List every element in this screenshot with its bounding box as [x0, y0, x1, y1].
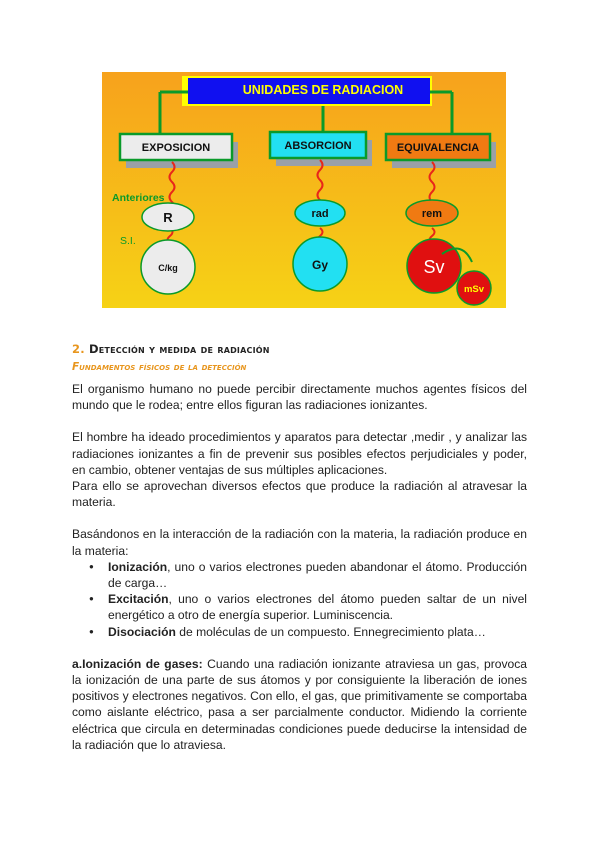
unit-ckg-label: C/kg [158, 263, 178, 273]
unit-gy-label: Gy [311, 258, 329, 272]
document-body [72, 342, 527, 753]
paragraph-3: Para ello se aprovechan diversos efectos que produce la radiación al atravesar la materia. [72, 479, 527, 510]
list-item [72, 559, 527, 591]
unit-msv-label: mSv [463, 284, 485, 295]
bullet-text: de moléculas de un compuesto. Ennegrecimiento plata… [175, 624, 486, 639]
bullet-term: Ionización [108, 559, 168, 574]
effects-list [72, 559, 527, 640]
section-title: Detección y medida de radiación [89, 342, 270, 356]
gas-ionization-paragraph [72, 656, 527, 753]
list-item [72, 624, 527, 640]
bullet-text: , uno o varios electrones pueden abandonar el átomo. Producción de carga… [108, 559, 527, 591]
section-number: 2. [72, 342, 85, 356]
bullet-term: Excitación [108, 592, 169, 607]
list-item [72, 591, 527, 623]
diagram-title: UNIDADES DE RADIACION [242, 83, 404, 97]
equivalencia-label: EQUIVALENCIA [396, 142, 480, 154]
paragraph-2: El hombre ha ideado procedimientos y aparatos para detectar ,medir , y analizar las radiaciones ionizantes a fin de prevenir sus posibles efectos perjudiciales y poder, en cambio, obtener ventajas de sus múltiples aplicaciones. [72, 430, 527, 477]
exposicion-label: EXPOSICION [141, 142, 211, 154]
unit-r-label: R [163, 210, 173, 225]
unit-rad-label: rad [311, 208, 329, 220]
si-label: S.I. [120, 235, 136, 247]
bullet-term: Disociación [108, 624, 176, 639]
unit-rem-label: rem [421, 208, 443, 220]
gas-ionization-term: a.Ionización de gases: [72, 656, 203, 671]
section-subtitle: Fundamentos físicos de la detección [72, 361, 247, 373]
gas-ionization-text: Cuando una radiación ionizante atraviesa un gas, provoca la ionización de una parte de sus átomos y por consiguiente la liberación de iones positivos y electrones negativos. Con ello, el gas, que primitivamente se comportaba como aislante eléctrico, pasa a ser parcialmente conductor. Midiendo la corriente eléctrica que circula en determinadas condiciones puede deducirse la intensidad de la radiación que lo atraviesa. [72, 656, 527, 752]
diagram-graphic [102, 72, 506, 308]
unit-sv-label: Sv [423, 257, 445, 277]
section-heading [72, 342, 527, 356]
bullet-text: , uno o varios electrones del átomo pueden saltar de un nivel energético a otro de energía superior. Luminiscencia. [108, 592, 527, 623]
absorcion-label: ABSORCION [284, 140, 352, 152]
anteriores-label: Anteriores [112, 192, 165, 204]
paragraph-4: Basándonos en la interacción de la radiación con la materia, la radiación produce en la materia: [72, 527, 527, 558]
paragraph-1: El organismo humano no puede percibir directamente muchos agentes físicos del mundo que le rodea; entre ellos figuran las radiaciones ionizantes. [72, 382, 527, 413]
radiation-units-diagram [102, 72, 506, 308]
